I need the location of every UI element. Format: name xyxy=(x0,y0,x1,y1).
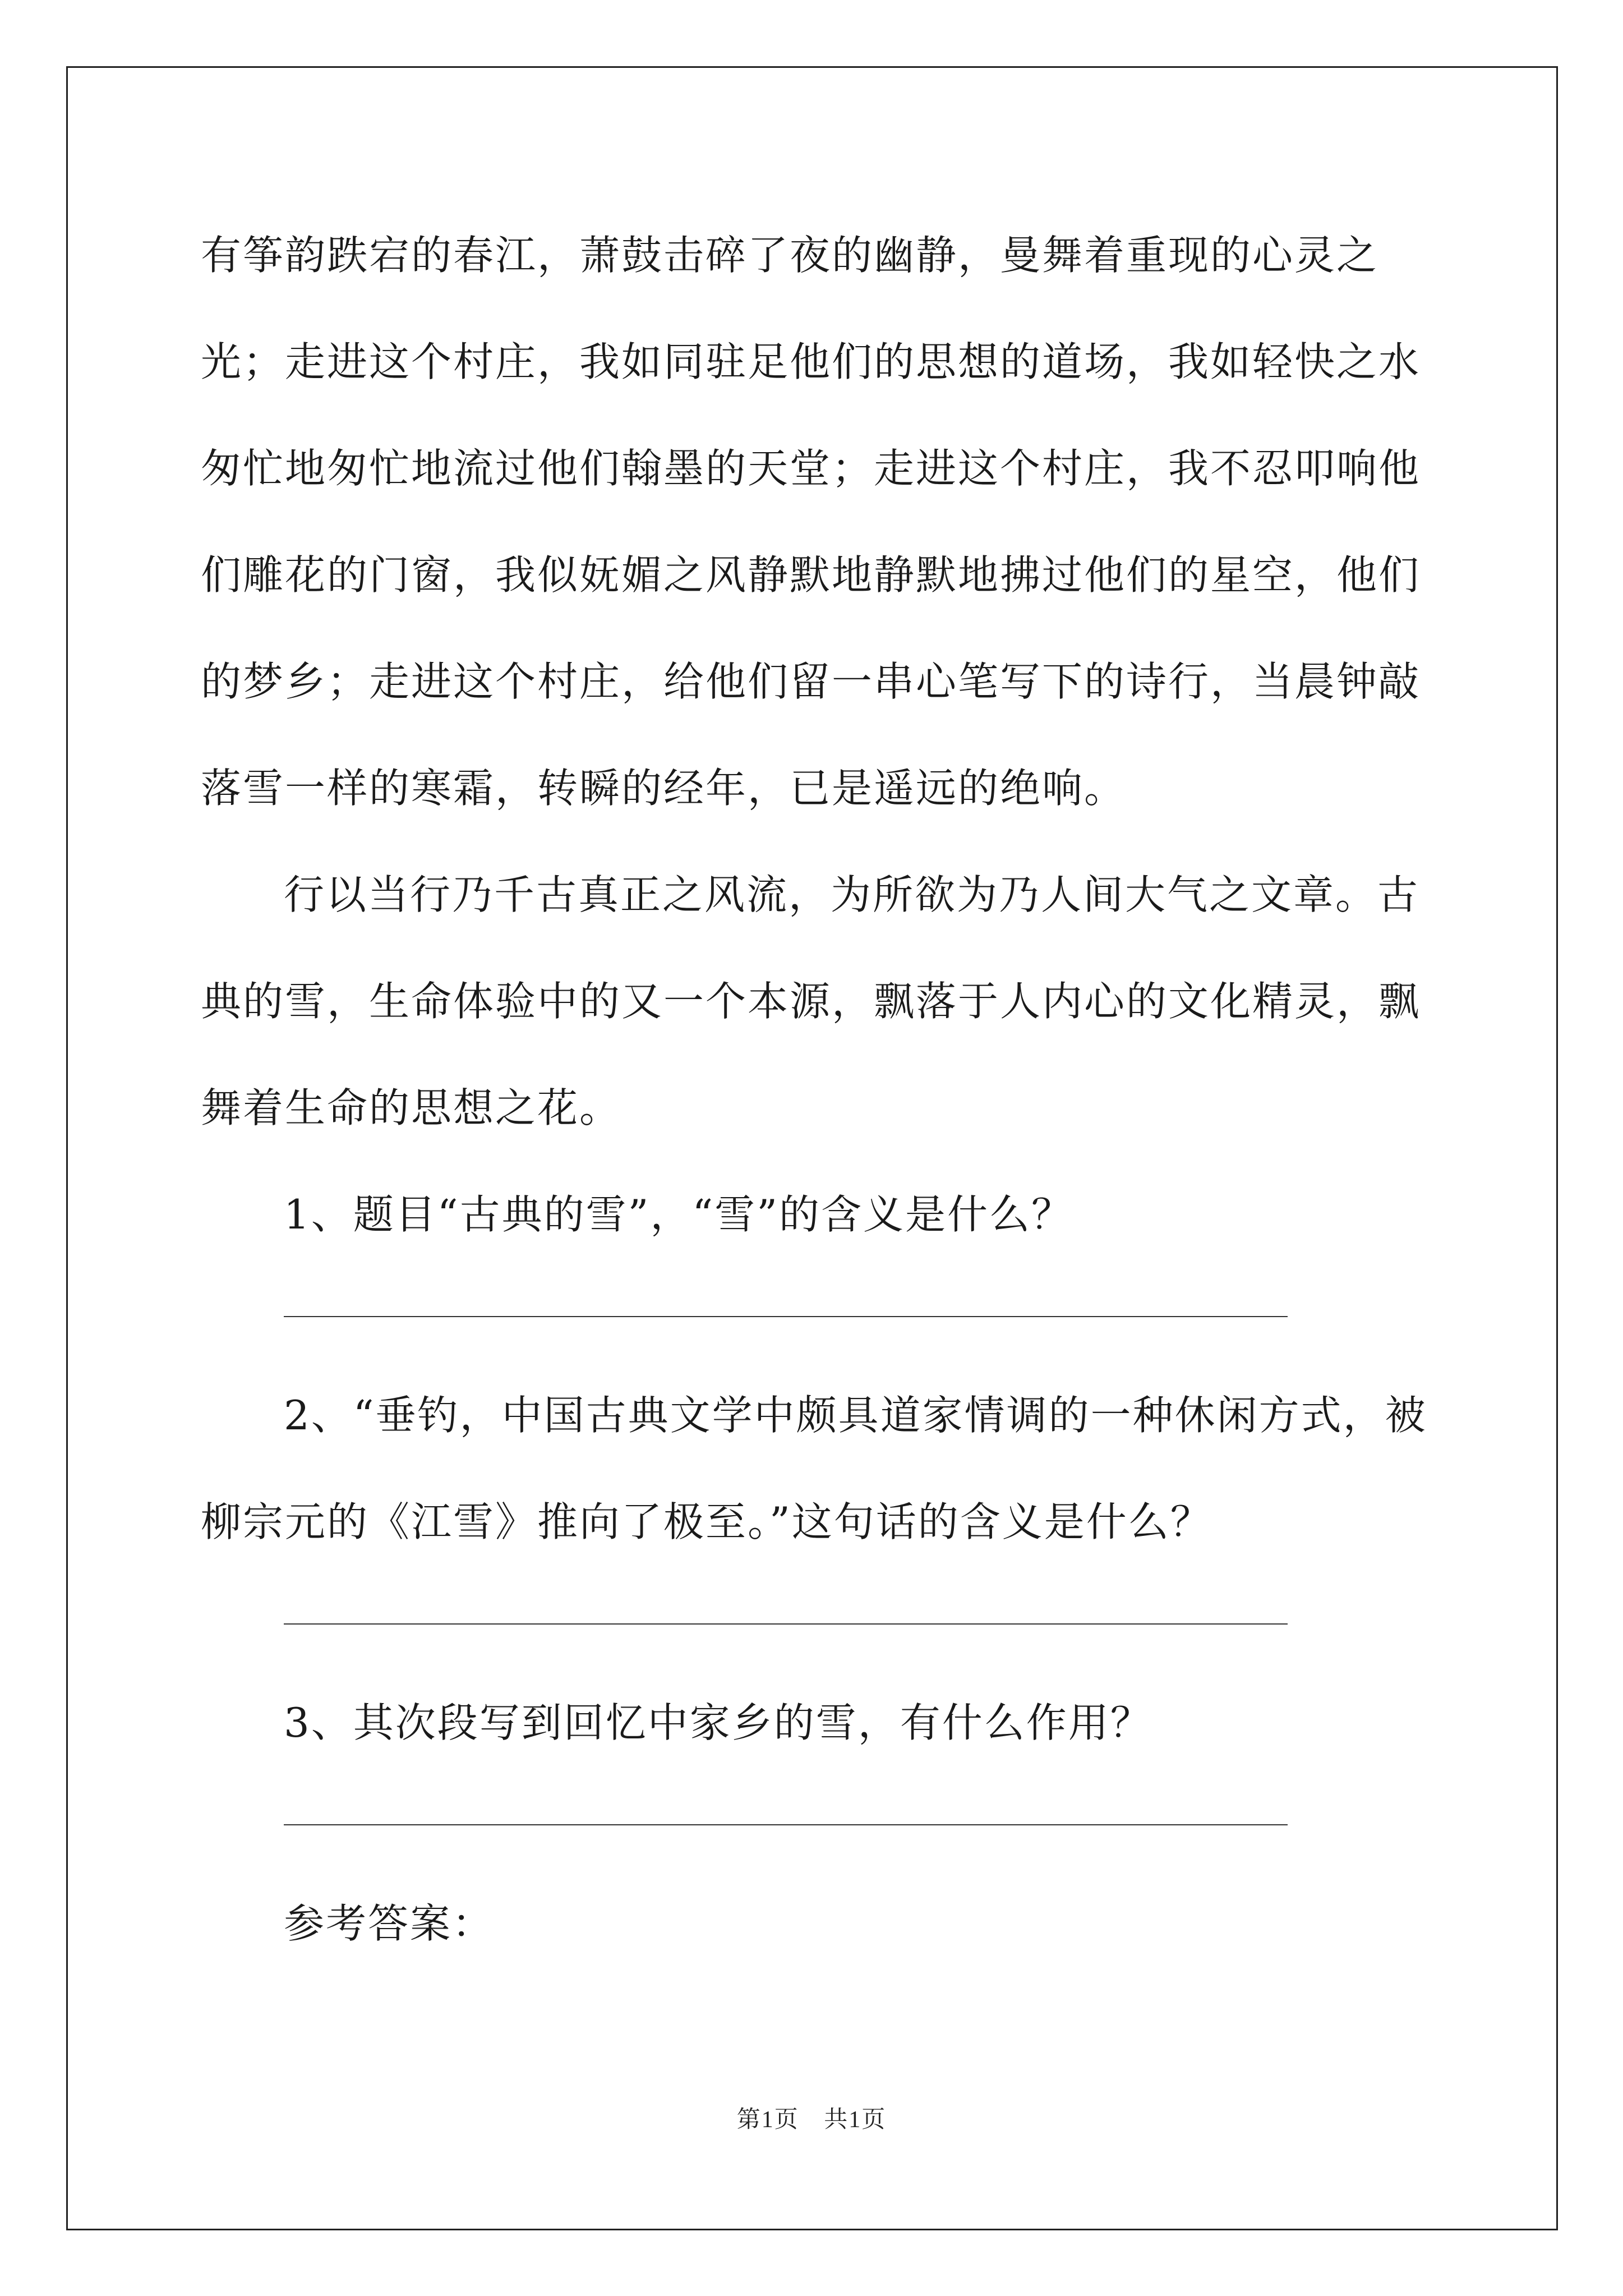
answer-line-1 xyxy=(284,1316,1288,1317)
page-number: 第1页 xyxy=(736,2107,799,2133)
answer-heading: 参考答案： xyxy=(284,1900,495,1947)
answer-line-2 xyxy=(284,1623,1288,1625)
answer-line-3 xyxy=(284,1824,1288,1825)
passage-paragraph-2: 行以当行乃千古真正之风流，为所欲为乃人间大气之文章。古典的雪，生命体验中的又一个本源，飘落于人内心的文化精灵，飘舞着生命的思想之花。 xyxy=(201,871,1421,1131)
document-body xyxy=(201,202,1429,1977)
passage-paragraph-1: 有筝韵跌宕的春江，萧鼓击碎了夜的幽静，曼舞着重现的心灵之光；走进这个村庄，我如同驻足他们的思想的道场，我如轻快之水匆忙地匆忙地流过他们翰墨的天堂；走进这个村庄，我不忍叩响他们雕花的门窗，我似妩媚之风静默地静默地拂过他们的星空，他们的梦乡；走进这个村庄，给他们留一串心笔写下的诗行，当晨钟敲落雪一样的寒霜，转瞬的经年，已是遥远的绝响。 xyxy=(201,232,1421,812)
question-1: 1、题目“古典的雪”，“雪”的含义是什么？ xyxy=(284,1191,1074,1238)
question-2: 2、“垂钓，中国古典文学中颇具道家情调的一种休闲方式，被柳宗元的《江雪》推向了极至。”这句话的含义是什么？ xyxy=(201,1392,1427,1545)
page-total: 共1页 xyxy=(824,2107,887,2133)
question-3: 3、其次段写到回忆中家乡的雪，有什么作用？ xyxy=(284,1699,1152,1746)
page-footer xyxy=(0,2101,1623,2134)
